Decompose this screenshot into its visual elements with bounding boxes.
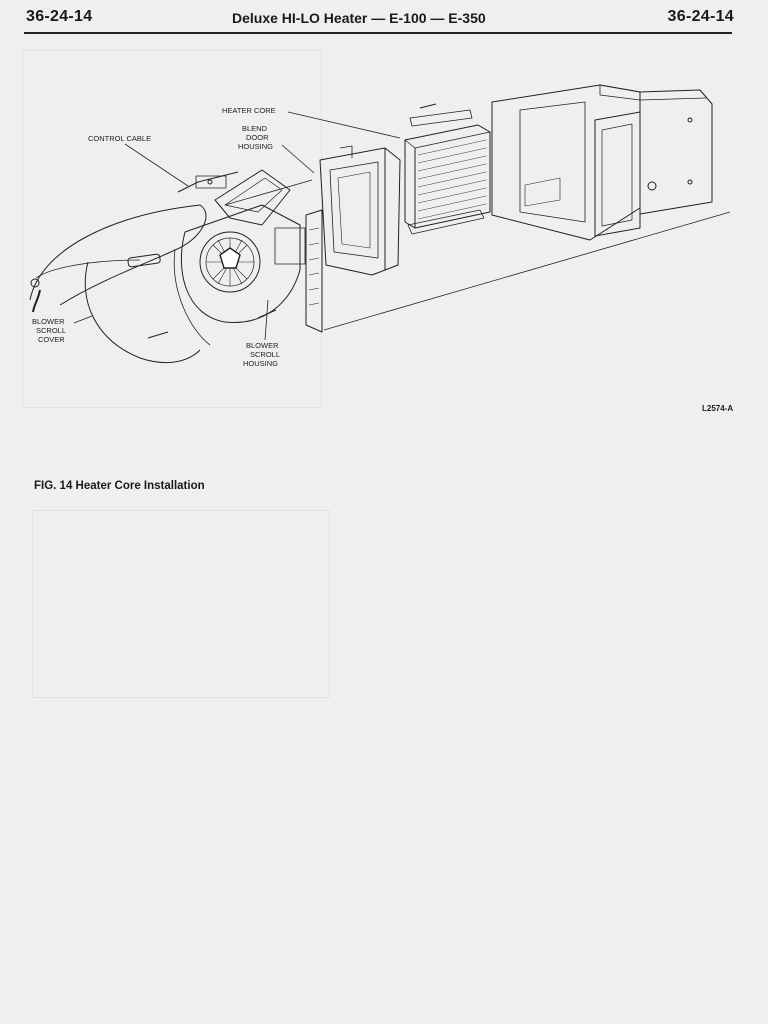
svg-text:COVER: COVER	[38, 335, 65, 344]
control-cable	[178, 172, 238, 192]
heater-plenum-case	[492, 85, 712, 240]
svg-text:HOUSING: HOUSING	[243, 359, 279, 368]
blend-door-housing	[306, 146, 400, 332]
alignment-lines	[225, 180, 730, 330]
svg-text:SCROLL: SCROLL	[250, 350, 281, 359]
svg-text:BLOWER: BLOWER	[32, 317, 65, 326]
label-blend-door-housing	[238, 124, 273, 151]
label-heater-core: HEATER CORE	[222, 106, 276, 115]
svg-text:BLOWER: BLOWER	[246, 341, 279, 350]
label-blower-scroll-housing	[243, 341, 280, 368]
page-title: Deluxe HI-LO Heater — E-100 — E-350	[232, 10, 486, 26]
heater-core	[405, 104, 490, 234]
label-blower-scroll-cover	[32, 317, 66, 344]
label-control-cable: CONTROL CABLE	[88, 134, 152, 143]
bleed-through-box	[32, 510, 330, 698]
svg-text:SCROLL: SCROLL	[36, 326, 67, 335]
page-number-right: 36-24-14	[667, 8, 734, 25]
heater-core-exploded-diagram	[0, 0, 768, 420]
figure-reference-code: L2574-A	[702, 404, 734, 413]
svg-text:BLEND: BLEND	[242, 124, 268, 133]
blower-scroll-housing	[181, 170, 305, 322]
svg-text:DOOR: DOOR	[246, 133, 269, 142]
svg-text:HOUSING: HOUSING	[238, 142, 274, 151]
figure-caption: FIG. 14 Heater Core Installation	[34, 480, 205, 492]
page-number-left: 36-24-14	[26, 8, 93, 25]
